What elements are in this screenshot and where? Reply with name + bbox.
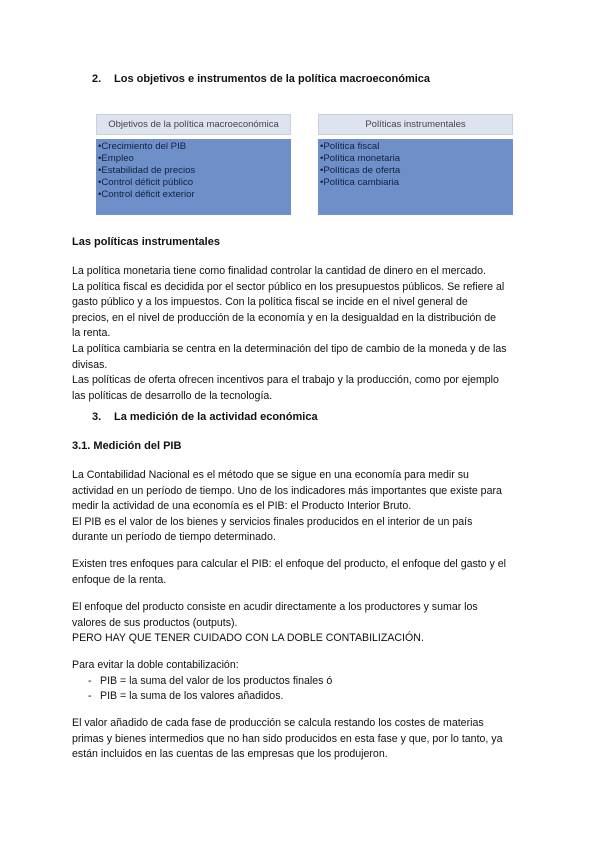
list-item: •Estabilidad de precios xyxy=(98,165,196,176)
text-line: Las políticas de oferta ofrecen incentivos para el trabajo y la producción, como por ejemplo xyxy=(72,374,499,387)
text-line: precios, en el nivel de producción de la economía y en la desigualdad en la distribución de xyxy=(72,311,497,324)
instruments-table xyxy=(318,114,513,215)
list-item: - PIB = la suma del valor de los productos finales ó xyxy=(72,674,542,690)
text-line: El valor añadido de cada fase de producción se calcula restando los costes de materias xyxy=(72,717,484,729)
text-line: PERO HAY QUE TENER CUIDADO CON LA DOBLE CONTABILIZACIÓN. xyxy=(72,632,424,645)
text-line: valores de sus productos (outputs). xyxy=(72,616,238,629)
objectives-table-header: Objetivos de la política macroeconómica xyxy=(96,114,291,135)
text-line: las políticas de desarrollo de la tecnología. xyxy=(72,389,273,402)
dash-bullet: - xyxy=(88,674,92,687)
list-item: •Control déficit exterior xyxy=(98,189,195,200)
text-line: medir la actividad de una economía es el PIB: el Producto Interior Bruto. xyxy=(72,500,412,513)
text-line: primas y bienes intermedios que no han sido producidos en esta fase y que, por lo tanto, ya xyxy=(72,732,503,745)
list-item: •Política cambiaria xyxy=(320,177,400,188)
list-item: •Política monetaria xyxy=(320,153,401,164)
list-item: •Política fiscal xyxy=(320,141,380,152)
list-item: •Control déficit público xyxy=(98,177,194,188)
instruments-table-header: Políticas instrumentales xyxy=(318,114,513,135)
text-line: gasto público y a los impuestos. Con la política fiscal se incide en el nivel general de xyxy=(72,296,468,309)
text-line: La política fiscal es decidida por el sector público en los presupuestos públicos. Se refiere al xyxy=(72,280,505,293)
paragraph-valor-anadido xyxy=(72,716,542,763)
instruments-table-body xyxy=(318,139,513,215)
text-line: El PIB es el valor de los bienes y servicios finales producidos en el interior de un país xyxy=(72,515,473,528)
text-line: enfoque de la renta. xyxy=(72,573,167,586)
section-2-heading xyxy=(92,73,430,85)
paragraph-contabilidad xyxy=(72,468,542,546)
list-item: •Crecimiento del PIB xyxy=(98,141,187,152)
text-line: Existen tres enfoques para calcular el PIB: el enfoque del producto, el enfoque del gasto y el xyxy=(72,558,507,570)
dash-list xyxy=(72,674,542,705)
section-title: Los objetivos e instrumentos de la política macroeconómica xyxy=(114,73,431,85)
section-number: 2. xyxy=(92,73,102,85)
section-title: La medición de la actividad económica xyxy=(114,411,318,423)
paragraph-doble-contabilizacion xyxy=(72,658,542,705)
list-item: - PIB = la suma de los valores añadidos. xyxy=(72,689,542,705)
text-line: durante un período de tiempo determinado. xyxy=(72,531,276,544)
text-line: divisas. xyxy=(72,358,108,371)
section-3-heading xyxy=(92,411,318,423)
dash-bullet: - xyxy=(88,690,92,703)
text-line: El enfoque del producto consiste en acudir directamente a los productores y sumar los xyxy=(72,601,478,613)
list-item: •Políticas de oferta xyxy=(320,165,401,176)
text-line: La Contabilidad Nacional es el método que se sigue en una economía para medir su xyxy=(72,469,469,481)
section-number: 3. xyxy=(92,411,102,423)
objectives-table xyxy=(96,114,291,215)
text-line: están incluidos en las cuentas de las empresas que los produjeron. xyxy=(72,748,388,761)
list-item: •Empleo xyxy=(98,153,134,164)
paragraph-enfoques xyxy=(72,557,542,588)
text-line: La política monetaria tiene como finalidad controlar la cantidad de dinero en el mercado. xyxy=(72,265,486,277)
text-line: actividad en un período de tiempo. Uno de los indicadores más importantes que existe para xyxy=(72,484,502,497)
text-line: La política cambiaria se centra en la determinación del tipo de cambio de la moneda y de las xyxy=(72,342,507,355)
instrumentales-paragraph xyxy=(72,264,542,404)
objectives-table-body xyxy=(96,139,291,215)
text-line: la renta. xyxy=(72,327,111,340)
text-line: Para evitar la doble contabilización: xyxy=(72,659,239,671)
instrumentales-heading: Las políticas instrumentales xyxy=(72,236,220,248)
subsection-heading: 3.1. Medición del PIB xyxy=(72,440,182,452)
paragraph-enfoque-producto xyxy=(72,600,542,647)
